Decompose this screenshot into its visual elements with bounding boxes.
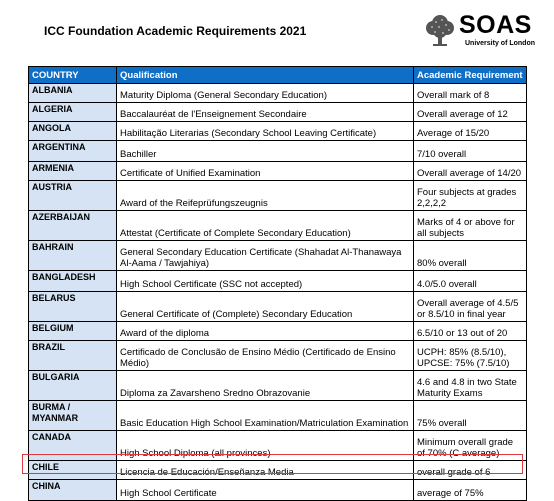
country-cell: ARGENTINA — [29, 141, 117, 162]
qualification-cell: Licencia de Educación/Enseñanza Media — [117, 461, 414, 480]
country-cell: BELGIUM — [29, 322, 117, 341]
qualification-cell: Basic Education High School Examination/Matriculation Examination — [117, 401, 414, 431]
country-cell: ARMENIA — [29, 162, 117, 181]
table-row — [29, 181, 527, 211]
requirement-cell: 7/10 overall — [414, 141, 527, 162]
table-row — [29, 431, 527, 461]
requirement-cell: Overall average of 12 — [414, 103, 527, 122]
requirement-cell: overall grade of 6 — [414, 461, 527, 480]
country-cell: BANGLADESH — [29, 271, 117, 292]
requirement-cell: Overall mark of 8 — [414, 84, 527, 103]
qualification-cell: General Certificate of (Complete) Secondary Education — [117, 292, 414, 322]
table-row — [29, 461, 527, 480]
table-row — [29, 103, 527, 122]
table-row — [29, 122, 527, 141]
requirement-cell: Average of 15/20 — [414, 122, 527, 141]
country-cell: ALBANIA — [29, 84, 117, 103]
country-cell: CHINA — [29, 480, 117, 501]
qualification-cell: Award of the Reifeprüfungszeugnis — [117, 181, 414, 211]
requirement-cell: Overall average of 4.5/5 or 8.5/10 in final year — [414, 292, 527, 322]
qualification-cell: Maturity Diploma (General Secondary Education) — [117, 84, 414, 103]
qualification-cell: General Secondary Education Certificate (Shahadat Al-Thanawaya Al-Aama / Tawjahiya) — [117, 241, 414, 271]
requirements-table — [28, 66, 527, 501]
qualification-cell: Certificate of Unified Examination — [117, 162, 414, 181]
country-cell: CANADA — [29, 431, 117, 461]
qualification-cell: Certificado de Conclusão de Ensino Médio (Certificado de Ensino Médio) — [117, 341, 414, 371]
requirement-cell: Minimum overall grade of 70% (C average) — [414, 431, 527, 461]
qualification-cell: Award of the diploma — [117, 322, 414, 341]
requirement-cell: Marks of 4 or above for all subjects — [414, 211, 527, 241]
table-row — [29, 371, 527, 401]
requirement-cell: 6.5/10 or 13 out of 20 — [414, 322, 527, 341]
table-row — [29, 241, 527, 271]
country-cell: BAHRAIN — [29, 241, 117, 271]
country-cell: ANGOLA — [29, 122, 117, 141]
table-row — [29, 162, 527, 181]
requirement-cell: Overall average of 14/20 — [414, 162, 527, 181]
country-cell: CHILE — [29, 461, 117, 480]
qualification-cell: High School Certificate — [117, 480, 414, 501]
header-country: COUNTRY — [29, 67, 117, 84]
header-qualification: Qualification — [117, 67, 414, 84]
table-row — [29, 292, 527, 322]
table-row — [29, 401, 527, 431]
qualification-cell: High School Diploma (all provinces) — [117, 431, 414, 461]
requirement-cell: UCPH: 85% (8.5/10), UPCSE: 75% (7.5/10) — [414, 341, 527, 371]
page-title: ICC Foundation Academic Requirements 2021 — [44, 24, 307, 38]
logo-subtitle: University of London — [465, 40, 535, 47]
table-header-row — [29, 67, 527, 84]
requirement-cell: Four subjects at grades 2,2,2,2 — [414, 181, 527, 211]
country-cell: AUSTRIA — [29, 181, 117, 211]
requirement-cell: 4.0/5.0 overall — [414, 271, 527, 292]
country-cell: AZERBAIJAN — [29, 211, 117, 241]
table-row — [29, 141, 527, 162]
qualification-cell: Attestat (Certificate of Complete Secondary Education) — [117, 211, 414, 241]
table-row — [29, 84, 527, 103]
table-row — [29, 322, 527, 341]
country-cell: ALGERIA — [29, 103, 117, 122]
country-cell: BURMA / MYANMAR — [29, 401, 117, 431]
table-row — [29, 480, 527, 501]
table-row — [29, 271, 527, 292]
qualification-cell: Diploma za Zavarsheno Sredno Obrazovanie — [117, 371, 414, 401]
qualification-cell: Bachiller — [117, 141, 414, 162]
qualification-cell: High School Certificate (SSC not accepted) — [117, 271, 414, 292]
table-row — [29, 211, 527, 241]
qualification-cell: Habilitação Literarias (Secondary School Leaving Certificate) — [117, 122, 414, 141]
tree-icon — [424, 14, 456, 48]
logo-wordmark: SOAS — [459, 11, 532, 39]
qualification-cell: Baccalauréat de l'Enseignement Secondaire — [117, 103, 414, 122]
requirement-cell: 80% overall — [414, 241, 527, 271]
country-cell: BRAZIL — [29, 341, 117, 371]
header-requirement: Academic Requirement — [414, 67, 527, 84]
requirement-cell: 4.6 and 4.8 in two State Maturity Exams — [414, 371, 527, 401]
country-cell: BELARUS — [29, 292, 117, 322]
requirement-cell: 75% overall — [414, 401, 527, 431]
country-cell: BULGARIA — [29, 371, 117, 401]
soas-logo — [424, 12, 544, 52]
requirement-cell: average of 75% — [414, 480, 527, 501]
table-row — [29, 341, 527, 371]
